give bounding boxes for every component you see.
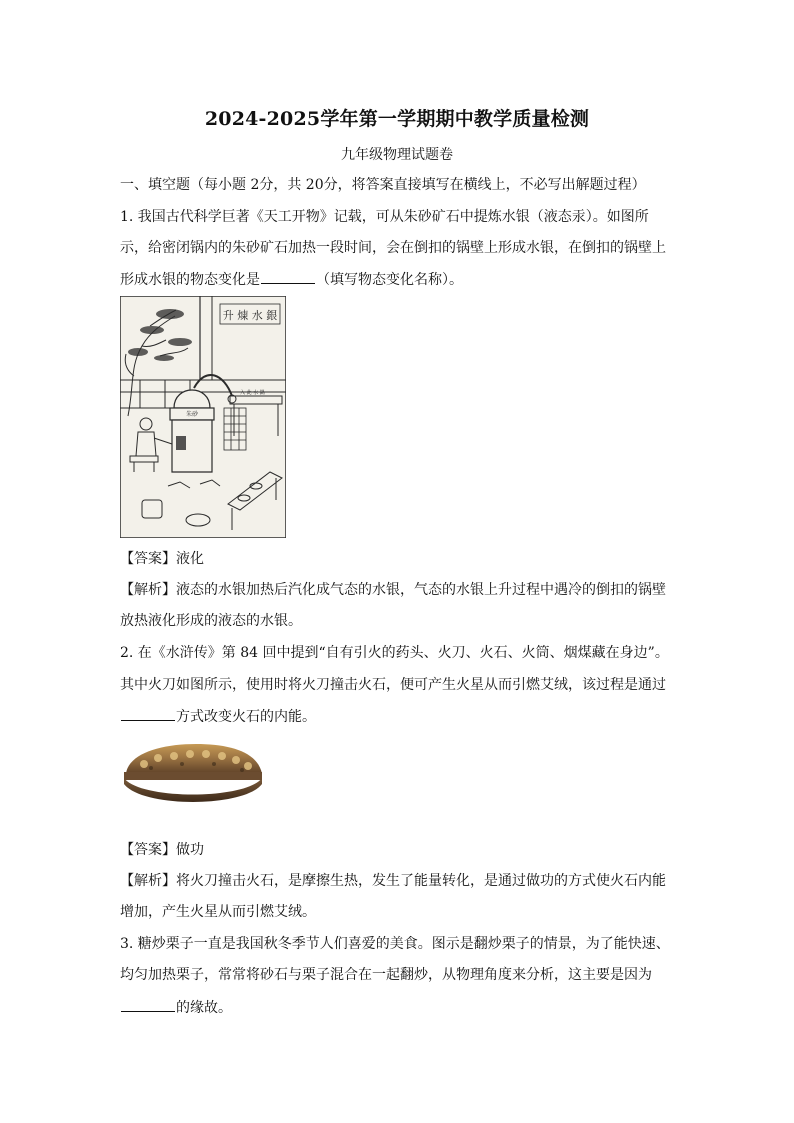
q1-illustration-small-label: 入 此 水 鍋 bbox=[240, 390, 265, 396]
q1-text-after-blank: （填写物态变化名称）。 bbox=[316, 272, 463, 288]
q1-analysis-tag: 【解析】 bbox=[120, 582, 176, 598]
q2-answer-tag: 【答案】 bbox=[120, 842, 176, 858]
q2-answer-blank bbox=[121, 706, 175, 721]
q1-analysis-line-2: 放热液化形成的液态的水银。 bbox=[120, 613, 302, 629]
q2-text-line-1: 2. 在《水浒传》第 84 回中提到“自有引火的药头、火刀、火石、火筒、烟煤藏在身边”。 bbox=[120, 645, 669, 661]
q1-answer-line bbox=[120, 549, 680, 569]
q2-analysis-text-1: 将火刀撞击火石，是摩擦生热，发生了能量转化，是通过做功的方式使火石内能 bbox=[176, 873, 666, 889]
q1-analysis-line-1 bbox=[120, 580, 680, 600]
q2-answer-value: 做功 bbox=[176, 842, 204, 858]
q1-illustration-pot-label: 朱砂 bbox=[186, 411, 199, 418]
page-title: 2024-2025学年第一学期期中教学质量检测 bbox=[204, 108, 590, 130]
q1-illustration-title: 升 煉 水 銀 bbox=[222, 309, 278, 322]
q3-text-line-1: 3. 糖炒栗子一直是我国秋冬季节人们喜爱的美食。图示是翻炒栗子的情景，为了能快速、 bbox=[120, 936, 670, 952]
q2-text-line-2: 其中火刀如图所示，使用时将火刀撞击火石，便可产生火星从而引燃艾绒，该过程是通过 bbox=[120, 677, 666, 693]
q3-text-line-2: 均匀加热栗子，常常将砂石与栗子混合在一起翻炒，从物理角度来分析，这主要是因为 bbox=[120, 967, 652, 983]
q2-answer-line bbox=[120, 840, 680, 860]
q2-fire-steel-pouch-photo bbox=[120, 734, 266, 812]
q1-answer-tag: 【答案】 bbox=[120, 551, 176, 567]
page-subtitle: 九年级物理试题卷 bbox=[341, 147, 453, 163]
q1-text-line-1: 1. 我国古代科学巨著《天工开物》记载，可从朱砂矿石中提炼水银（液态汞）。如图所 bbox=[120, 209, 649, 225]
q1-text-line-3 bbox=[120, 269, 680, 290]
q1-answer-value: 液化 bbox=[176, 551, 204, 567]
q1-text-line-2: 示，给密闭锅内的朱砂矿石加热一段时间，会在倒扣的锅壁上形成水银，在倒扣的锅壁上 bbox=[120, 240, 666, 256]
q3-text-line-3 bbox=[120, 997, 680, 1018]
q2-text-line-3 bbox=[120, 706, 680, 727]
q1-text-before-blank: 形成水银的物态变化是 bbox=[120, 272, 260, 288]
q2-analysis-line-1 bbox=[120, 871, 680, 891]
q1-answer-blank bbox=[261, 269, 315, 284]
q1-analysis-text-1: 液态的水银加热后汽化成气态的水银，气态的水银上升过程中遇冷的倒扣的锅壁 bbox=[176, 582, 666, 598]
q2-analysis-line-2: 增加，产生火星从而引燃艾绒。 bbox=[120, 904, 316, 920]
q3-answer-blank bbox=[121, 997, 175, 1012]
q2-analysis-tag: 【解析】 bbox=[120, 873, 176, 889]
q3-text-after-blank: 的缘故。 bbox=[176, 1000, 232, 1016]
q1-mercury-refining-illustration bbox=[120, 296, 286, 538]
section-heading: 一、填空题（每小题 2分，共 20分，将答案直接填写在横线上，不必写出解题过程） bbox=[120, 177, 646, 193]
q2-text-after-blank: 方式改变火石的内能。 bbox=[176, 709, 316, 725]
